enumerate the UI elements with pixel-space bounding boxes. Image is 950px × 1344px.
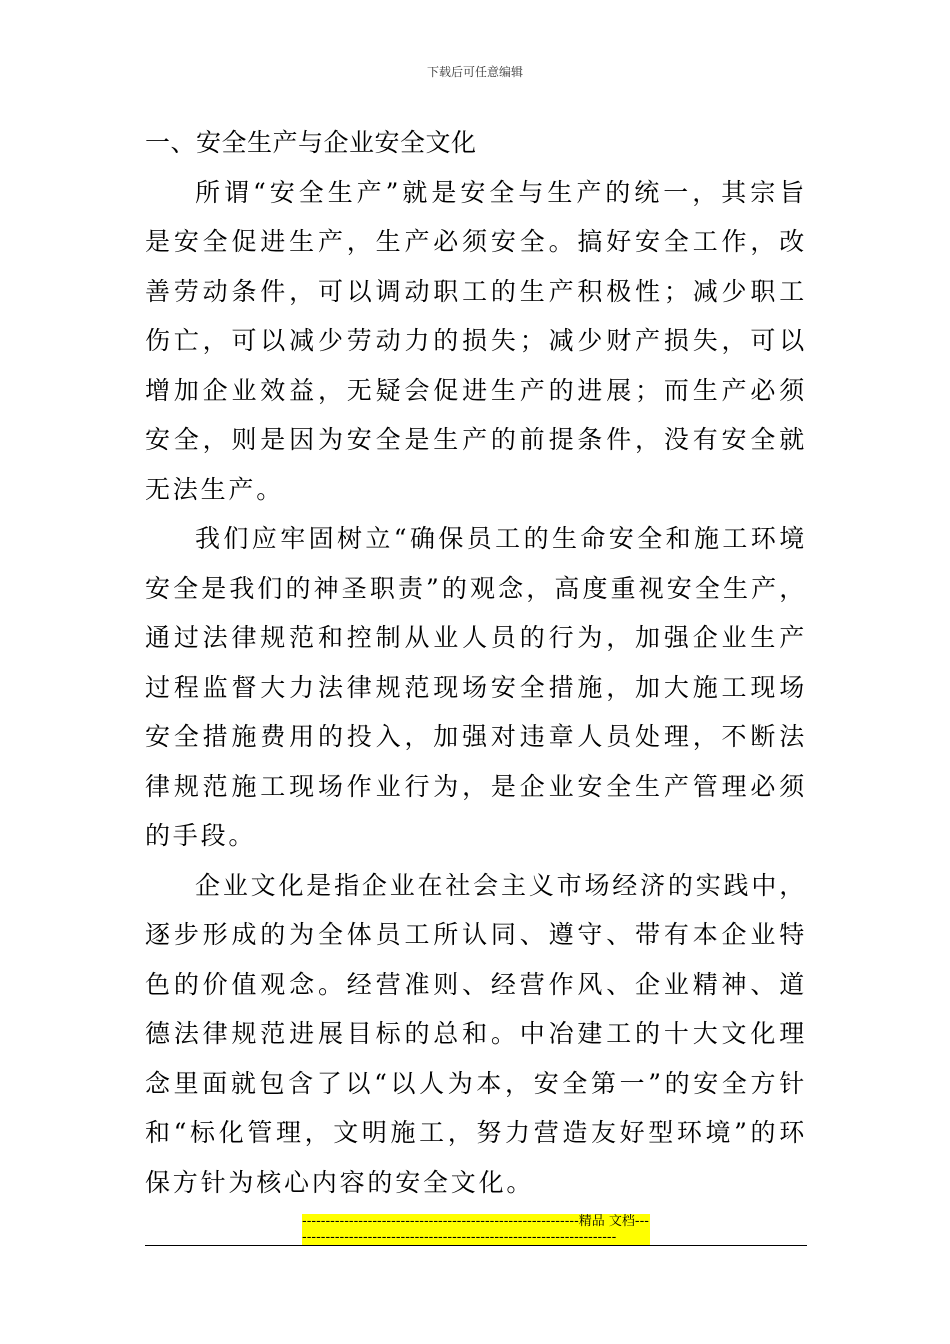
paragraph-safety-production: 所谓“安全生产”就是安全与生产的统一，其宗旨是安全促进生产，生产必须安全。搞好安全工作，改善劳动条件，可以调动职工的生产积极性；减少职工伤亡，可以减少劳动力的损失；减少财产损失，可以增加企业效益，无疑会促进生产的进展；而生产必须安全，则是因为安全是生产的前提条件，没有安全就无法生产。	[145, 177, 807, 504]
section-heading: 一、安全生产与企业安全文化	[145, 128, 477, 157]
paragraph-enterprise-culture: 企业文化是指企业在社会主义市场经济的实践中，逐步形成的为全体员工所认同、遵守、带有本企业特色的价值观念。经营准则、经营作风、企业精神、道德法律规范进展目标的总和。中冶建工的十大文化理念里面就包含了以“以人为本，安全第一”的安全方针和“标化管理，文明施工，努力营造友好型环境”的环保方针为核心内容的安全文化。	[145, 870, 807, 1197]
page-header-note: 下载后可任意编辑	[426, 65, 523, 79]
paragraph-safety-responsibility: 我们应牢固树立“确保员工的生命安全和施工环境安全是我们的神圣职责”的观念，高度重视安全生产，通过法律规范和控制从业人员的行为，加强企业生产过程监督大力法律规范现场安全措施，加大施工现场安全措施费用的投入，加强对违章人员处理，不断法律规范施工现场作业行为，是企业安全生产管理必须的手段。	[145, 524, 807, 850]
footer-divider	[145, 1245, 807, 1246]
document-body	[145, 118, 807, 1207]
footer-banner: -----------------------------------------------------------精品 文档----------------------------------------------------------------------	[302, 1214, 649, 1245]
